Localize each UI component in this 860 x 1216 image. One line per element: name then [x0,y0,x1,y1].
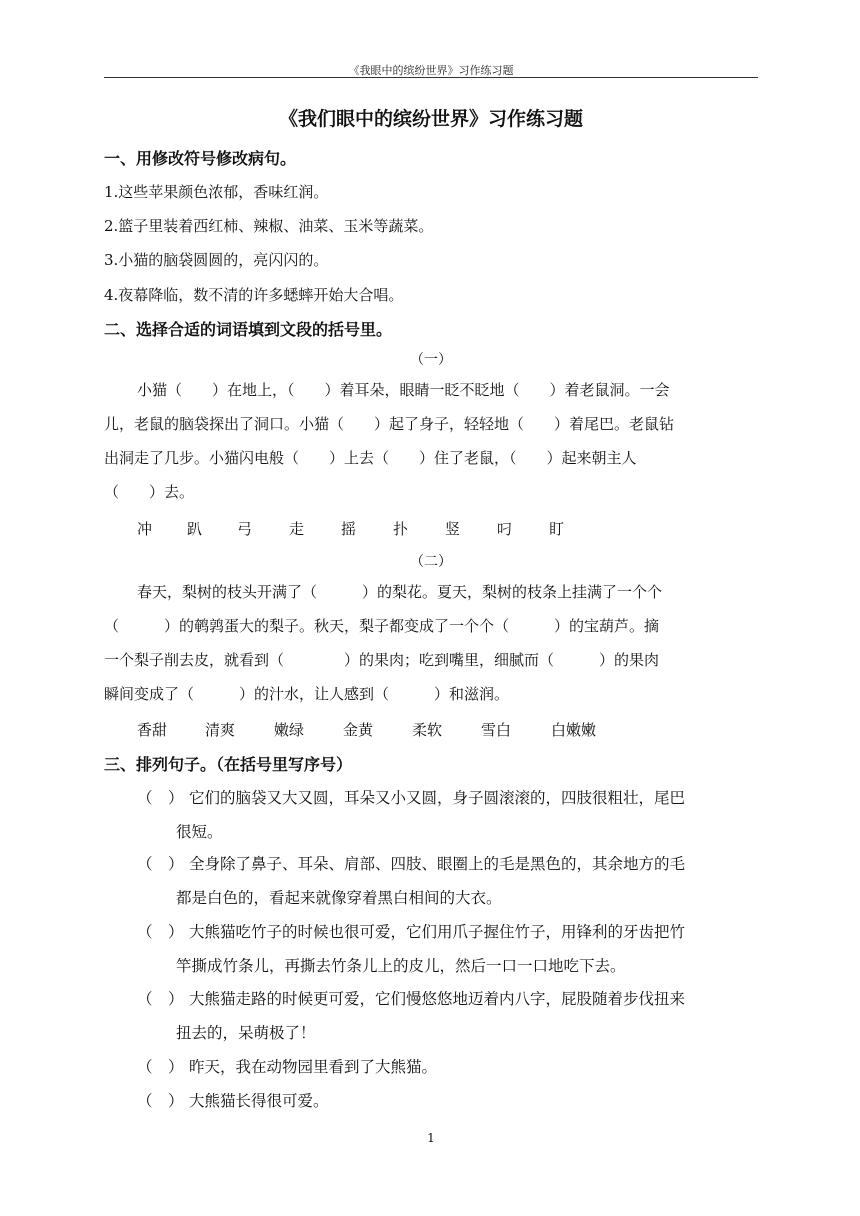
section2-heading: 二、选择合适的词语填到文段的括号里。 [104,320,393,339]
part1-line-1: 小猫（ ）在地上，（ ）着耳朵，眼睛一眨不眨地（ ）着老鼠洞。一会 [137,381,670,399]
word-option: 叼 [497,520,513,538]
sentence-line: 都是白色的，看起来就像穿着黑白相间的大衣。 [176,889,502,907]
part1-line-3: 出洞走了几步。小猫闪电般（ ）上去（ ）住了老鼠，（ ）起来朝主人 [104,449,637,467]
word-option: 柔软 [412,721,443,739]
part2-line-1: 春天，梨树的枝头开满了（ ）的梨花。夏天，梨树的枝条上挂满了一个个 [137,583,663,601]
word-option: 摇 [341,520,357,538]
page-title: 《我们眼中的缤纷世界》习作练习题 [278,108,583,130]
sentence-line: 很短。 [176,823,223,841]
order-blank: （ ） [137,789,184,807]
part2-line-4: 瞬间变成了（ ）的汁水，让人感到（ ）和滋润。 [104,685,510,703]
order-blank: （ ） [137,990,184,1008]
sentence-line: 全身除了鼻子、耳朵、肩部、四肢、眼圈上的毛是黑色的，其余地方的毛 [189,855,686,873]
order-blank: （ ） [137,923,184,941]
sentence-line: 竿撕成竹条儿，再撕去竹条儿上的皮儿，然后一口一口地吃下去。 [176,957,626,975]
part1-passage [104,373,764,509]
header-rule [104,77,758,78]
sentence-line: 大熊猫长得很可爱。 [189,1092,329,1110]
sentence-line: 大熊猫走路的时候更可爱，它们慢悠悠地迈着内八字，屁股随着步伐扭来 [189,990,686,1008]
section1-item-3: 3.小猫的脑袋圆圆的，亮闪闪的。 [104,251,329,269]
word-option: 趴 [187,520,203,538]
part1-line-4: （ ）去。 [104,483,195,501]
sentence-line: 昨天，我在动物园里看到了大熊猫。 [189,1058,438,1076]
part2-label: （二） [410,554,452,570]
sentence-line: 大熊猫吃竹子的时候也很可爱，它们用爪子握住竹子，用锋利的牙齿把竹 [189,923,686,941]
word-option: 扑 [393,520,409,538]
word-option: 金黄 [343,721,374,739]
word-option: 清爽 [205,721,236,739]
sentence-line: 它们的脑袋又大又圆，耳朵又小又圆，身子圆滚滚的，四肢很粗壮，尾巴 [189,789,686,807]
word-option: 竖 [445,520,461,538]
word-option: 白嫩嫩 [551,721,597,739]
word-option: 嫩绿 [274,721,305,739]
word-option: 走 [289,520,305,538]
sentence-line: 扭去的，呆萌极了！ [176,1024,316,1042]
word-option: 雪白 [481,721,512,739]
part2-line-2: （ ）的鹌鹑蛋大的梨子。秋天，梨子都变成了一个个（ ）的宝葫芦。摘 [104,617,660,635]
part2-passage [104,575,764,711]
part1-label: （一） [410,352,452,368]
part2-word-bank [137,719,611,740]
part2-line-3: 一个梨子削去皮，就看到（ ）的果肉；吃到嘴里，细腻而（ ）的果肉 [104,651,660,669]
order-blank: （ ） [137,1058,184,1076]
section1-heading: 一、用修改符号修改病句。 [104,149,297,168]
section1-item-2: 2.篮子里装着西红柿、辣椒、油菜、玉米等蔬菜。 [104,217,434,235]
order-blank: （ ） [137,855,184,873]
page-number: 1 [427,1131,435,1145]
section1-item-4: 4.夜幕降临，数不清的许多蟋蟀开始大合唱。 [104,286,404,304]
word-option: 盯 [549,520,565,538]
word-option: 弓 [237,520,253,538]
part1-word-bank [137,518,589,539]
section1-item-1: 1.这些苹果颜色浓郁，香味红润。 [104,183,329,201]
order-blank: （ ） [137,1092,184,1110]
running-header: 《我眼中的缤纷世界》习作练习题 [348,64,514,77]
section3-heading: 三、排列句子。（在括号里写序号） [104,755,353,774]
word-option: 香甜 [137,721,168,739]
word-option: 冲 [137,520,153,538]
part1-line-2: 儿，老鼠的脑袋探出了洞口。小猫（ ）起了身子，轻轻地（ ）着尾巴。老鼠钻 [104,415,675,433]
